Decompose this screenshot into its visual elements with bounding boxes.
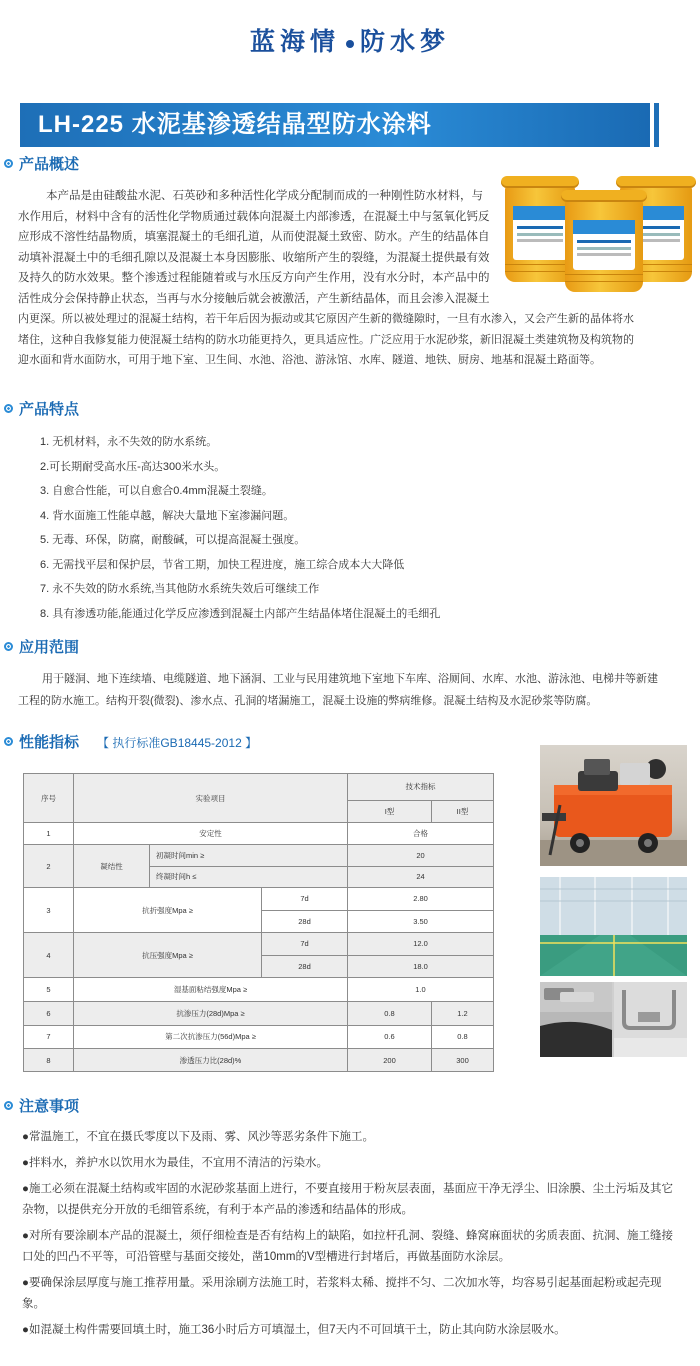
cell-type2: 1.2 — [432, 1001, 494, 1025]
overview-line: 堵住，这种自我修复能力使混凝土结构的防水功能更持久，更具适应性。广泛应用于水泥砂浆，新旧混凝土类建筑物及构筑物的 — [18, 333, 634, 346]
note-item: ●要确保涂层厚度与施工推荐用量。采用涂刷方法施工时，若浆料太稀、搅拌不匀、二次加水等，均容易引起基面起粉或起壳现象。 — [22, 1277, 662, 1310]
spray-machine-photo — [540, 745, 687, 866]
cell-value: 18.0 — [348, 955, 494, 978]
section-bullet-icon — [4, 642, 13, 651]
spec-table — [23, 773, 494, 1072]
table-row — [24, 823, 494, 845]
slogan-right: 防水梦 — [360, 27, 451, 56]
table-row — [24, 1049, 494, 1072]
cell-age: 28d — [262, 955, 348, 978]
cell-no: 5 — [24, 978, 74, 1002]
application-line: 用于隧洞、地下连续墙、电缆隧道、地下涵洞、工业与民用建筑地下室地下车库、浴厕间、水库、水池、游泳池、电梯井等新建 — [42, 673, 658, 685]
th-type2: II型 — [432, 800, 494, 823]
bucket-center — [565, 198, 643, 292]
overview-line: 本产品是由硅酸盐水泥、石英砂和多种活性化学成分配制而成的一种刚性防水材料，与 — [46, 190, 483, 202]
features-heading: 产品特点 — [19, 401, 80, 418]
th-tech: 技术指标 — [348, 774, 494, 801]
overview-line: 活性成分会保持静止状态，当再与水分接触后就会被激活，产生新结晶体，而且会渗入混凝土 — [18, 292, 490, 305]
cell-no: 8 — [24, 1049, 74, 1072]
overview-line: 水作用后，材料中含有的活性化学物质通过载体向混凝土内部渗透，在混凝土中与氢氧化钙反 — [18, 210, 490, 223]
notes-heading: 注意事项 — [19, 1098, 80, 1115]
th-no: 序号 — [24, 774, 74, 823]
cell-type1: 0.6 — [348, 1025, 432, 1049]
feature-item: 3. 自愈合性能，可以自愈合0.4mm混凝土裂缝。 — [40, 485, 273, 497]
note-item: ●常温施工，不宜在摄氏零度以下及雨、雾、风沙等恶劣条件下施工。 — [22, 1131, 374, 1143]
th-item: 实验项目 — [74, 774, 348, 823]
specs-heading: 性能指标 — [19, 734, 80, 751]
brand-slogan — [0, 22, 700, 58]
feature-item: 4. 背水面施工性能卓越，解决大量地下室渗漏问题。 — [40, 509, 295, 522]
table-row — [24, 978, 494, 1002]
cell-type1: 0.8 — [348, 1001, 432, 1025]
cell-age: 28d — [262, 910, 348, 933]
cell-item: 第二次抗渗压力(56d)Mpa ≥ — [74, 1025, 348, 1049]
overview-line: 内更深。所以被处理过的混凝土结构，若干年后因为振动或其它原因产生新的微缝隙时，一旦有水渗入，又会产生新的晶体将水 — [18, 313, 634, 325]
cell-item: 凝结性 — [74, 844, 150, 887]
cell-age: 7d — [262, 933, 348, 956]
cell-item: 湿基面粘结强度Mpa ≥ — [74, 978, 348, 1002]
note-item: ●拌料水，养护水以饮用水为最佳，不宜用不清洁的污染水。 — [22, 1157, 328, 1169]
cell-item: 抗渗压力(28d)Mpa ≥ — [74, 1001, 348, 1025]
cell-no: 3 — [24, 888, 74, 933]
cell-value: 24 — [348, 866, 494, 888]
section-heading-overview — [4, 155, 79, 175]
application-detail-photo — [540, 982, 687, 1057]
cell-value: 20 — [348, 844, 494, 866]
cell-subitem: 初凝时间min ≥ — [150, 844, 348, 866]
standard-note: 【 执行标准GB18445-2012 】 — [97, 736, 258, 750]
section-bullet-icon — [4, 404, 13, 413]
note-item: ●对所有要涂刷本产品的混凝土，须仔细检查是否有结构上的缺陷，如拉杆孔洞、裂缝、蜂窝麻面状的劣质表面、抗洞、施工缝接口处的凹凸不平等，可沿管壁与基面交接处，凿10mm的V型槽进行封堵后，再做基面防水涂层。 — [22, 1230, 673, 1263]
notes-list — [22, 1127, 682, 1346]
section-heading-features — [4, 400, 79, 420]
feature-item: 7. 永不失效的防水系统,当其他防水系统失效后可继续工作 — [40, 583, 320, 595]
feature-item: 2.可长期耐受高水压-高达300米水头。 — [40, 460, 226, 473]
feature-item: 5. 无毒、环保，防腐，耐酸碱，可以提高混凝土强度。 — [40, 534, 306, 546]
title-accent-bar — [654, 103, 659, 147]
product-title: LH-225 水泥基渗透结晶型防水涂料 — [20, 103, 650, 147]
feature-item: 8. 具有渗透功能,能通过化学反应渗透到混凝土内部产生结晶体堵住混凝土的毛细孔 — [40, 607, 441, 620]
table-row — [24, 888, 494, 911]
overview-text-full — [18, 309, 688, 371]
cell-value: 3.50 — [348, 910, 494, 933]
overview-text-wrapped — [18, 186, 518, 309]
overview-heading: 产品概述 — [19, 156, 80, 173]
product-buckets-image — [505, 172, 695, 292]
cell-no: 7 — [24, 1025, 74, 1049]
table-row — [24, 1025, 494, 1049]
table-row — [24, 774, 494, 801]
slogan-dot-icon — [346, 40, 354, 48]
note-item: ●施工必须在混凝土结构或牢固的水泥砂浆基面上进行，不要直接用于粉灰层表面，基面应干净无浮尘、旧涂膜、尘土污垢及其它杂物，以提供充分开放的毛细管系统，有利于本产品的渗透和结晶体的形成。 — [22, 1183, 673, 1216]
cell-item: 抗折强度Mpa ≥ — [74, 888, 262, 933]
cell-type2: 300 — [432, 1049, 494, 1072]
cell-item: 渗透压力比(28d)% — [74, 1049, 348, 1072]
feature-item: 6. 无需找平层和保护层，节省工期，加快工程进度，施工综合成本大大降低 — [40, 558, 405, 571]
application-heading: 应用范围 — [19, 639, 80, 656]
cell-no: 2 — [24, 844, 74, 887]
section-heading-notes — [4, 1097, 79, 1117]
section-bullet-icon — [4, 159, 13, 168]
cell-subitem: 终凝时间h ≤ — [150, 866, 348, 888]
section-heading-specs — [4, 733, 257, 753]
cell-value: 12.0 — [348, 933, 494, 956]
overview-line: 应形成不溶性结晶物质，填塞混凝土的毛细孔道，从而使混凝土致密、防水。产生的结晶体自 — [18, 231, 490, 243]
table-row — [24, 844, 494, 866]
application-line: 工程的防水施工。结构开裂(微裂)、渗水点、孔洞的堵漏施工，混凝土设施的弊病维修。混凝土结构及水泥砂浆等防腐。 — [18, 695, 598, 707]
cell-value: 2.80 — [348, 888, 494, 911]
table-row — [24, 1001, 494, 1025]
cell-no: 4 — [24, 933, 74, 978]
note-item: ●如混凝土构件需要回填土时，施工36小时后方可填湿土，但7天内不可回填干土，防止其向防水涂层吸水。 — [22, 1324, 566, 1336]
features-list — [40, 430, 440, 626]
section-heading-application — [4, 638, 79, 658]
overview-line: 动填补混凝土中的毛细孔隙以及混凝土本身因膨胀、收缩所产生的裂缝，为混凝土提供最有效 — [18, 251, 490, 264]
cell-value: 1.0 — [348, 978, 494, 1002]
cell-age: 7d — [262, 888, 348, 911]
cell-type1: 200 — [348, 1049, 432, 1072]
cell-type2: 0.8 — [432, 1025, 494, 1049]
slogan-left: 蓝海情 — [249, 27, 340, 56]
cell-item: 抗压强度Mpa ≥ — [74, 933, 262, 978]
th-type1: I型 — [348, 800, 432, 823]
overview-line: 迎水面和背水面防水，可用于地下室、卫生间、水池、浴池、游泳馆、水库、隧道、地铁、厨房、地基和混凝土路面等。 — [18, 354, 601, 366]
cell-item: 安定性 — [74, 823, 348, 845]
application-text — [18, 668, 688, 712]
section-bullet-icon — [4, 1101, 13, 1110]
cell-value: 合格 — [348, 823, 494, 845]
warehouse-floor-photo — [540, 877, 687, 976]
overview-line: 及持久的防水效果。整个渗透过程能随着或与水压反方向产生作用，没有水分时，本产品中的 — [18, 272, 490, 284]
cell-no: 6 — [24, 1001, 74, 1025]
cell-no: 1 — [24, 823, 74, 845]
feature-item: 1. 无机材料，永不失效的防水系统。 — [40, 436, 218, 448]
section-bullet-icon — [4, 737, 13, 746]
table-row — [24, 933, 494, 956]
